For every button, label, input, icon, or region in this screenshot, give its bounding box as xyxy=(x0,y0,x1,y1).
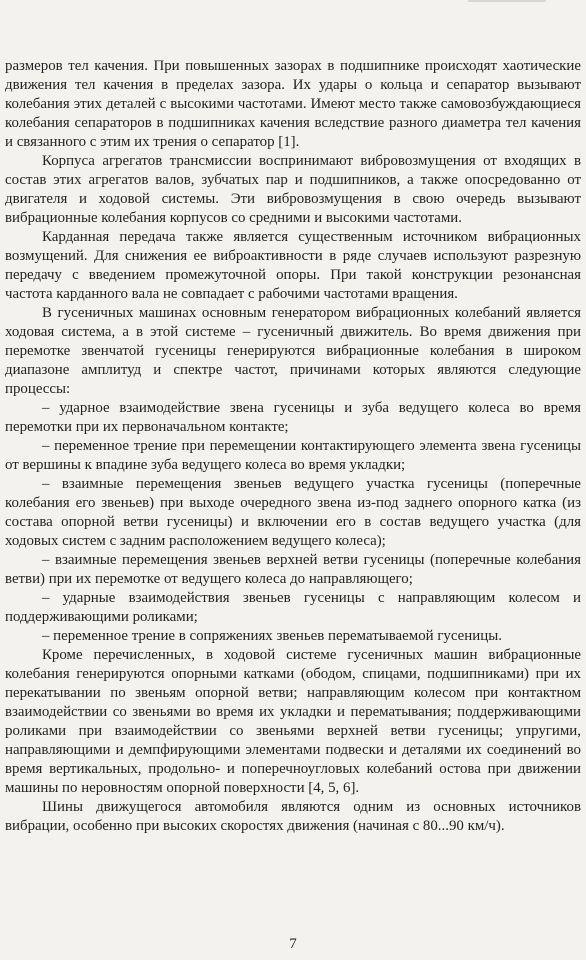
paragraph-bearings-continuation: размеров тел качения. При повышенных зазорах в подшипнике происходят хаотические движения тел качения в пределах зазора. Их удары о кольца и сепаратор вызывают колебания этих деталей с высокими частотами. Имеют место также самовозбуждающиеся колебания сепараторов в подшипниках качения вследствие разного диаметра тел качения и связанного с этим их трения о сепаратор [1]. xyxy=(5,58,581,150)
top-edge-rule xyxy=(468,0,546,2)
list-item: – взаимные перемещения звеньев верхней ветви гусеницы (поперечные колебания ветви) при их перемотке от ведущего колеса до направляющего; xyxy=(5,552,581,587)
paragraph-other-sources: Кроме перечисленных, в ходовой системе гусеничных машин вибрационные колебания генерируются опорными катками (ободом, спицами, подшипниками) при их перекатывании по звеньям опорной ветви; направляющим колесом при контактном взаимодействии со звеньями во время их укладки и перематывания; поддерживающими роликами при взаимодействии со звеньями верхней ветви гусеницы; упругими, направляющими и демпфирующими элементами подвески и деталями их соединений во время вертикальных, продольно- и поперечноугловых колебаний остова при движении машины по неровностям опорной поверхности [4, 5, 6]. xyxy=(5,647,581,796)
paragraph-tracked-vehicles: В гусеничных машинах основным генератором вибрационных колебаний является ходовая система, а в этой системе – гусеничный движитель. Во время движения при перемотке звенчатой гусеницы генерируются вибрационные колебания в широком диапазоне амплитуд и спектре частот, причинами которых являются следующие процессы: xyxy=(5,305,581,397)
list-item: – ударные взаимодействия звеньев гусеницы с направляющим колесом и поддерживающими роликами; xyxy=(5,590,581,625)
page-body xyxy=(5,57,581,836)
page-number: 7 xyxy=(289,936,297,952)
list-item: – ударное взаимодействие звена гусеницы и зуба ведущего колеса во время перемотки при их первоначальном контакте; xyxy=(5,400,581,435)
list-item: – переменное трение в сопряжениях звеньев перематываемой гусеницы. xyxy=(42,628,502,644)
paragraph-transmission-housings: Корпуса агрегатов трансмиссии воспринимают вибровозмущения от входящих в состав этих агрегатов валов, зубчатых пар и подшипников, а также опосредованно от двигателя и ходовой системы. Эти вибровозмущения в свою очередь вызывают вибрационные колебания корпусов со средними и высокими частотами. xyxy=(5,153,581,226)
list-item: – взаимные перемещения звеньев ведущего участка гусеницы (поперечные колебания его звеньев) при выходе очередного звена из-под заднего опорного катка (из состава опорной ветви гусеницы) и включении его в состав ведущего участка (для ходовых систем с задним расположением ведущего колеса); xyxy=(5,476,581,549)
paragraph-cardan-transmission: Карданная передача также является существенным источником вибрационных возмущений. Для снижения ее виброактивности в ряде случаев используют разрезную передачу с введением промежуточной опоры. При такой конструкции резонансная частота карданного вала не совпадает с рабочими частотами вращения. xyxy=(5,229,581,302)
paragraph-tires: Шины движущегося автомобиля являются одним из основных источников вибрации, особенно при высоких скоростях движения (начиная с 80...90 км/ч). xyxy=(5,799,581,834)
list-item: – переменное трение при перемещении контактирующего элемента звена гусеницы от вершины к впадине зуба ведущего колеса во время укладки; xyxy=(5,438,581,473)
